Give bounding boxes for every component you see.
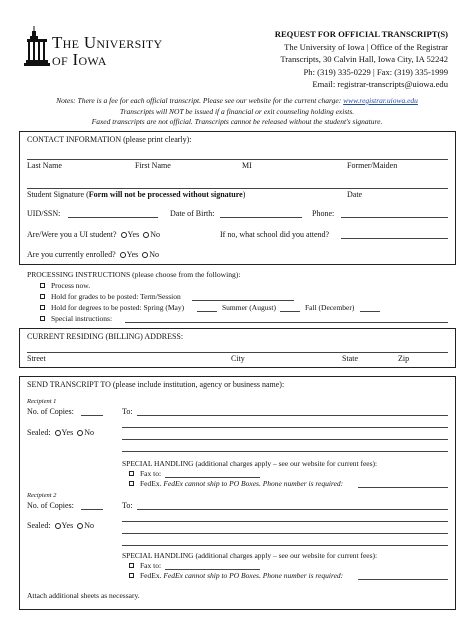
recipient-2-sealed-label: Sealed:: [27, 521, 51, 530]
recipient-1-fedex-phone-field[interactable]: [358, 487, 448, 488]
recipient-2-fedex-phone-field[interactable]: [358, 579, 448, 580]
recipient-2-sealed-yes-label: Yes: [61, 521, 74, 530]
process-now-option: [40, 281, 90, 291]
recipient-2-copies-label: No. of Copies:: [27, 501, 74, 510]
uid-ssn-field[interactable]: [68, 217, 158, 218]
notes-line1: [20, 96, 454, 107]
recipient-2-sealed-no-label: No: [84, 521, 94, 530]
mi-label: MI: [242, 161, 252, 170]
recipient-1-label: Recipient 1: [27, 398, 57, 405]
recipient-1-sealed-label: Sealed:: [27, 428, 51, 437]
signature-label-prefix: Student Signature (: [27, 190, 89, 199]
recipient-2-address-line-4[interactable]: [122, 545, 448, 546]
recipient-2-sealed-yes-radio[interactable]: [55, 523, 61, 529]
recipient-1-sealed: [27, 428, 94, 438]
process-now-checkbox[interactable]: [40, 283, 45, 288]
ui-student-label: Are/Were you a UI student?: [27, 230, 117, 239]
notes-block: [20, 96, 454, 128]
recipient-1-fax-label: Fax to:: [140, 469, 162, 478]
recipient-1-fedex-checkbox[interactable]: [129, 481, 134, 486]
phone-field[interactable]: [341, 217, 448, 218]
summer-label: Summer (August): [222, 303, 276, 312]
enrolled-no-label: No: [149, 250, 160, 259]
hold-grades-label: Hold for grades to be posted: Term/Session: [51, 292, 181, 301]
school-attended-field[interactable]: [341, 238, 448, 239]
enrolled-yes-label: Yes: [126, 250, 139, 259]
notes-line2: Transcripts will NOT be issued if a financial or exit counseling holding exists.: [119, 106, 355, 116]
recipient-1-fedex-note: FedEx cannot ship to PO Boxes. Phone number is required:: [163, 479, 344, 488]
recipient-2-fax-label: Fax to:: [140, 561, 162, 570]
summer-field[interactable]: [280, 311, 300, 312]
signature-field-line[interactable]: [27, 188, 448, 189]
date-label: Date: [347, 190, 363, 199]
recipient-1-copies-field[interactable]: [81, 415, 103, 416]
hold-grades-option: [40, 292, 181, 302]
recipient-2-fedex-checkbox[interactable]: [129, 573, 134, 578]
recipient-1-fax-field[interactable]: [165, 477, 260, 478]
recipient-1-sealed-no-radio[interactable]: [77, 430, 83, 436]
recipient-1-to-label: To:: [122, 407, 133, 416]
enrolled-label: Are you currently enrolled?: [27, 250, 116, 259]
recipient-2-fax-option: [129, 561, 161, 571]
billing-heading: CURRENT RESIDING (BILLING) ADDRESS:: [27, 332, 184, 341]
recipient-1-fax-option: [129, 469, 161, 479]
recipient-2-special-handling-heading: SPECIAL HANDLING (additional charges apply – see our website for current fees):: [122, 551, 378, 560]
fall-label: Fall (December): [305, 303, 355, 312]
ui-student-no-label: No: [150, 230, 160, 239]
recipient-1-address-line-1[interactable]: [137, 415, 448, 416]
recipient-1-address-line-4[interactable]: [122, 451, 448, 452]
hold-degrees-option: [40, 303, 184, 313]
recipient-2-address-line-2[interactable]: [122, 521, 448, 522]
recipient-1-sealed-yes-label: Yes: [61, 428, 74, 437]
enrolled-yes-radio[interactable]: [120, 252, 126, 258]
city-label: City: [231, 354, 245, 363]
special-instructions-checkbox[interactable]: [40, 316, 45, 321]
signature-label-suffix: ): [242, 190, 246, 199]
notes-line3: Faxed transcripts are not official. Transcripts cannot be released without the student's signature.: [91, 117, 383, 126]
recipient-2-to-label: To:: [122, 501, 133, 510]
state-label: State: [342, 354, 358, 363]
signature-label: [27, 190, 245, 200]
org-line: The University of Iowa | Office of the Registrar: [284, 41, 448, 52]
email-line: Email: registrar-transcripts@uiowa.edu: [312, 79, 448, 90]
recipient-2-fedex-note: FedEx cannot ship to PO Boxes. Phone number is required:: [163, 571, 344, 580]
ui-student-yes-label: Yes: [127, 230, 140, 239]
logo-wordmark-line1: The University: [52, 33, 163, 52]
street-label: Street: [27, 354, 46, 363]
recipient-1-special-handling-heading: SPECIAL HANDLING (additional charges apply – see our website for current fees):: [122, 459, 378, 468]
recipient-1-fedex-option: [129, 479, 343, 489]
ui-student-no-radio[interactable]: [143, 232, 149, 238]
registrar-website-link[interactable]: www.registrar.uiowa.edu: [343, 96, 418, 105]
address-line: Transcripts, 30 Calvin Hall, Iowa City, IA 52242: [280, 54, 448, 65]
recipient-1-fax-checkbox[interactable]: [129, 471, 134, 476]
dob-field[interactable]: [220, 217, 302, 218]
special-instructions-label: Special instructions:: [51, 314, 113, 323]
fall-field[interactable]: [360, 311, 380, 312]
recipient-2-address-line-3[interactable]: [122, 533, 448, 534]
recipient-2-fax-field[interactable]: [165, 569, 260, 570]
recipient-2-label: Recipient 2: [27, 492, 57, 499]
uid-ssn-label: UID/SSN:: [27, 209, 61, 218]
recipient-1-sealed-yes-radio[interactable]: [55, 430, 61, 436]
hold-degrees-label: Hold for degrees to be posted: Spring (May): [51, 303, 185, 312]
zip-label: Zip: [398, 354, 410, 363]
special-instructions-option: [40, 314, 112, 324]
first-name-label: First Name: [135, 161, 171, 170]
phone-label: Phone:: [312, 209, 335, 218]
recipient-1-address-line-2[interactable]: [122, 427, 448, 428]
hold-degrees-checkbox[interactable]: [40, 305, 45, 310]
ui-student-yes-radio[interactable]: [121, 232, 127, 238]
recipient-1-fedex-label: FedEx.: [140, 479, 162, 488]
hold-grades-checkbox[interactable]: [40, 294, 45, 299]
recipient-1-copies-label: No. of Copies:: [27, 407, 74, 416]
additional-sheets-note: Attach additional sheets as necessary.: [27, 591, 140, 600]
spring-field[interactable]: [197, 311, 217, 312]
recipient-2-address-line-1[interactable]: [137, 509, 448, 510]
processing-heading: PROCESSING INSTRUCTIONS (please choose from the following):: [27, 270, 241, 279]
dob-label: Date of Birth:: [170, 209, 215, 218]
special-instructions-field[interactable]: [125, 322, 448, 323]
signature-required-note: Form will not be processed without signature: [88, 190, 243, 199]
phone-line: Ph: (319) 335-0229 | Fax: (319) 335-1999: [303, 66, 448, 77]
school-attended-label: If no, what school did you attend?: [220, 230, 330, 239]
notes-fee-text: Notes: There is a fee for each official transcript. Please see our website for the current charge:: [56, 96, 344, 105]
recipient-2-sealed: [27, 521, 94, 531]
enrolled-question: [27, 250, 159, 260]
recipient-1-address-line-3[interactable]: [122, 439, 448, 440]
last-name-label: Last Name: [27, 161, 62, 170]
registrar-contact-block: [218, 28, 448, 91]
recipient-2-fedex-option: [129, 571, 343, 581]
name-field-line[interactable]: [27, 159, 448, 160]
former-maiden-label: Former/Maiden: [347, 161, 398, 170]
ui-student-question: [27, 230, 160, 240]
process-now-label: Process now.: [51, 281, 91, 290]
recipient-2-copies-field[interactable]: [81, 509, 103, 510]
form-title: REQUEST FOR OFFICIAL TRANSCRIPT(S): [274, 29, 448, 39]
recipient-2-fax-checkbox[interactable]: [129, 563, 134, 568]
university-logo: [24, 26, 184, 70]
term-session-field[interactable]: [192, 300, 294, 301]
billing-address-field[interactable]: [27, 352, 448, 353]
old-capitol-icon: [24, 26, 50, 70]
recipient-2-sealed-no-radio[interactable]: [77, 523, 83, 529]
recipient-1-sealed-no-label: No: [84, 428, 94, 437]
logo-wordmark-line2: of Iowa: [52, 50, 107, 69]
contact-heading: CONTACT INFORMATION (please print clearly):: [27, 135, 192, 144]
send-heading: SEND TRANSCRIPT TO (please include institution, agency or business name):: [27, 380, 285, 389]
recipient-2-fedex-label: FedEx.: [140, 571, 162, 580]
enrolled-no-radio[interactable]: [142, 252, 148, 258]
